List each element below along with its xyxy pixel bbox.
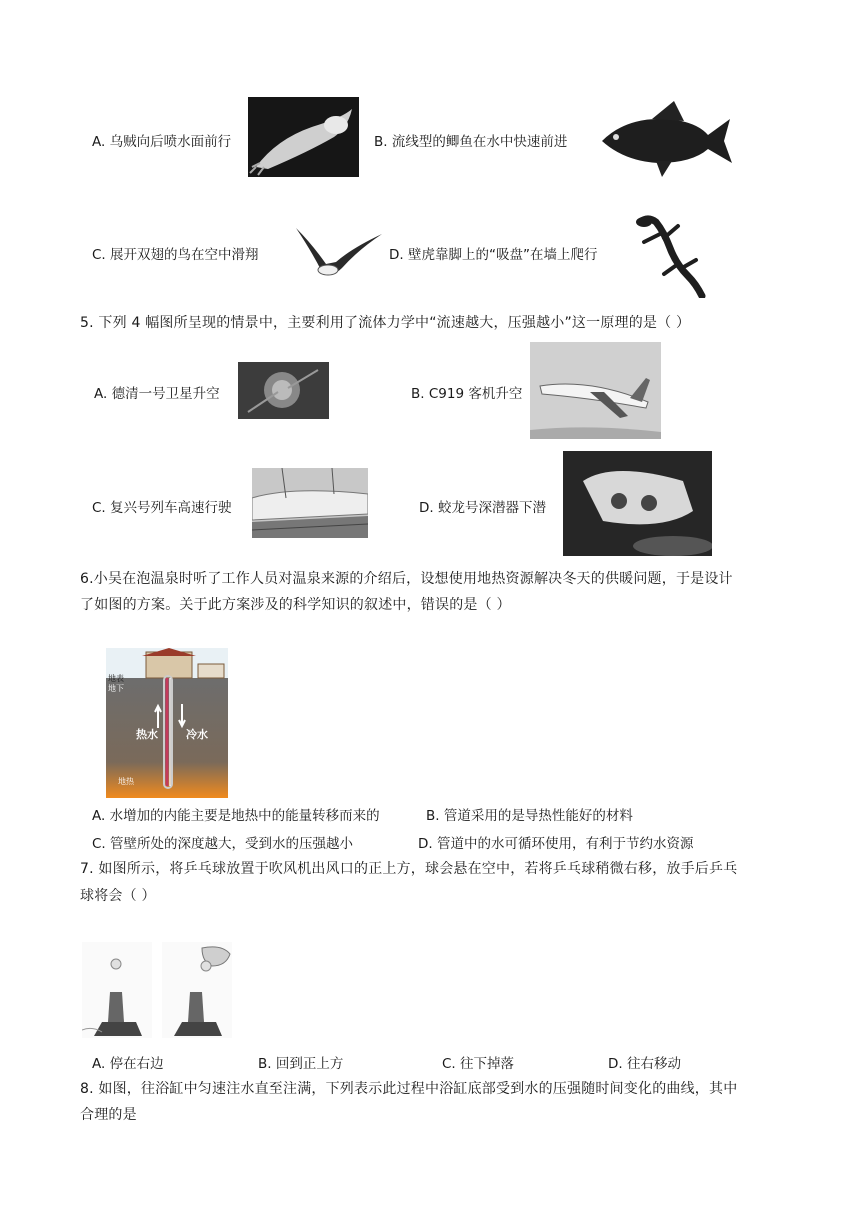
q7-option-c: C. 往下掉落: [442, 1056, 515, 1072]
q6-option-d: D. 管道中的水可循环使用，有利于节约水资源: [418, 836, 694, 852]
fuxing-train-image: [252, 468, 368, 538]
gecko-image: [630, 212, 710, 298]
q5-stem: 5. 下列 4 幅图所呈现的情景中，主要利用了流体力学中“流速越大，压强越小”这一原理的是（ ）: [80, 315, 691, 331]
q6-option-a: A. 水增加的内能主要是地热中的能量转移而来的: [92, 808, 380, 824]
q4-option-a: A. 乌贼向后喷水面前行: [92, 134, 232, 150]
underground-label: 地下: [108, 684, 124, 693]
q7-option-d: D. 往右移动: [608, 1056, 681, 1072]
c919-airplane-image: [530, 342, 661, 439]
cold-water-label: 冷水: [186, 728, 208, 741]
q7-option-a: A. 停在右边: [92, 1056, 164, 1072]
geothermal-label: 地热: [118, 777, 134, 786]
q7-option-b: B. 回到正上方: [258, 1056, 344, 1072]
q5-option-b: B. C919 客机升空: [411, 386, 523, 402]
q4-option-d: D. 壁虎靠脚上的“吸盘”在墙上爬行: [389, 247, 598, 263]
q6-stem-line2: 了如图的方案。关于此方案涉及的科学知识的叙述中，错误的是（ ）: [80, 597, 511, 613]
crucian-fish-image: [596, 97, 734, 181]
q4-option-c: C. 展开双翅的鸟在空中滑翔: [92, 247, 259, 263]
jiaolong-submersible-image: [563, 451, 712, 556]
q6-option-c: C. 管壁所处的深度越大，受到水的压强越小: [92, 836, 354, 852]
hairdryer-ball-centered-image: [82, 942, 152, 1038]
q6-stem-line1: 6.小吴在泡温泉时听了工作人员对温泉来源的介绍后，设想使用地热资源解决冬天的供暖问题，于是设计: [80, 571, 733, 587]
q5-option-c: C. 复兴号列车高速行驶: [92, 500, 232, 516]
q7-stem-line2: 球将会（ ）: [80, 888, 156, 904]
q6-option-b: B. 管道采用的是导热性能好的材料: [426, 808, 633, 824]
q4-option-b: B. 流线型的鲫鱼在水中快速前进: [374, 134, 568, 150]
q5-option-a: A. 德清一号卫星升空: [94, 386, 220, 402]
hairdryer-ball-shifted-image: [162, 942, 232, 1038]
gliding-bird-image: [292, 222, 384, 282]
q7-stem-line1: 7. 如图所示，将乒乓球放置于吹风机出风口的正上方，球会悬在空中，若将乒乓球稍微右移，放手后乒乓: [80, 861, 738, 877]
hot-water-label: 热水: [136, 728, 158, 741]
q5-option-d: D. 蛟龙号深潜器下潜: [419, 500, 546, 516]
q8-stem-line2: 合理的是: [80, 1107, 137, 1123]
geothermal-heating-diagram: [106, 648, 228, 798]
squid-image: [248, 97, 359, 177]
q8-stem-line1: 8. 如图，往浴缸中匀速注水直至注满，下列表示此过程中浴缸底部受到水的压强随时间变化的曲线，其中: [80, 1081, 738, 1097]
ground-label: 地表: [108, 674, 124, 683]
satellite-image: [238, 362, 329, 419]
